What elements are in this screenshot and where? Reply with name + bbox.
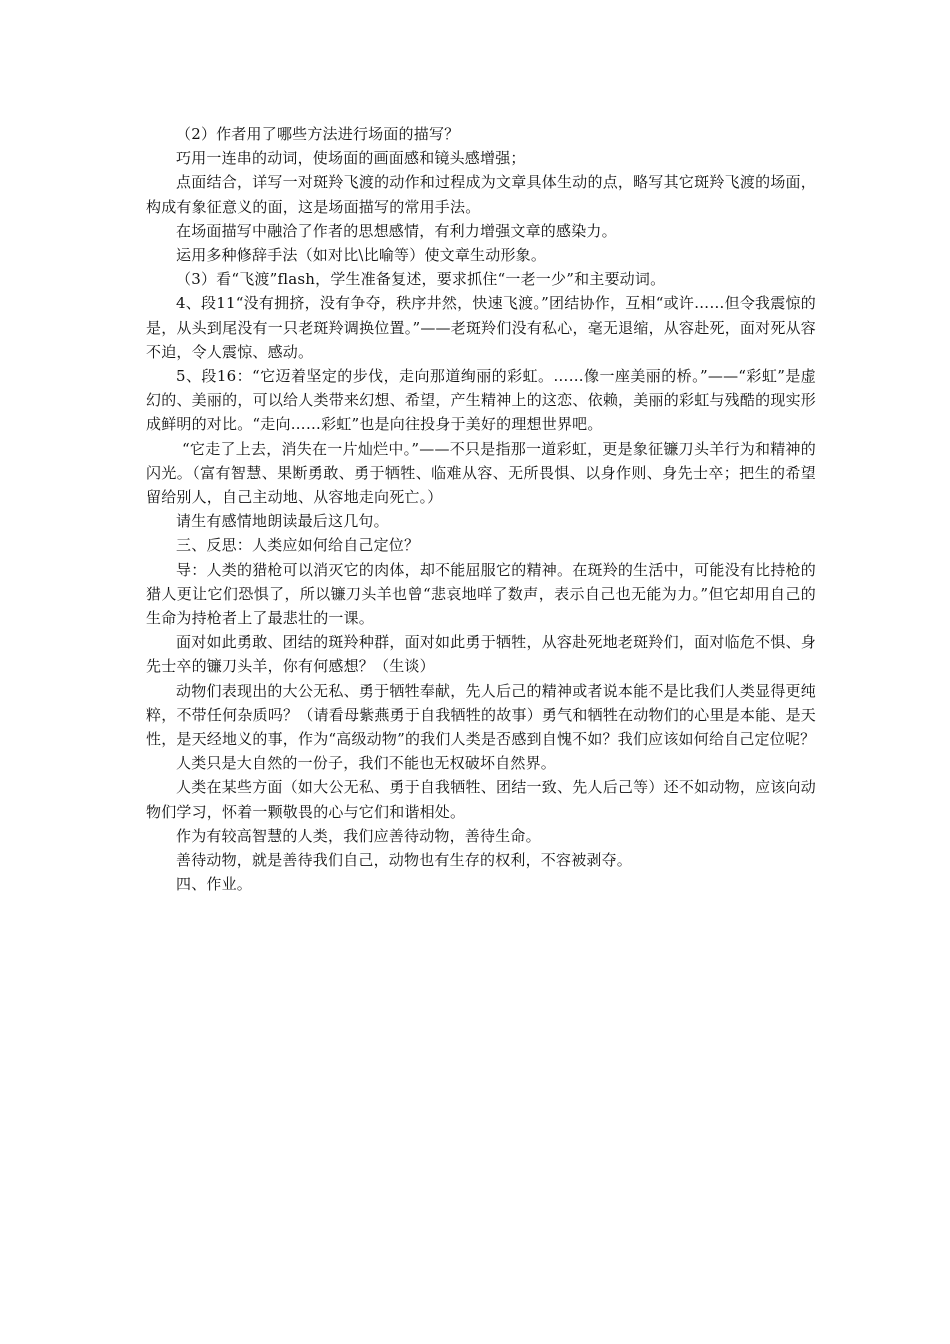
paragraph: 巧用一连串的动词，使场面的画面感和镜头感增强； <box>176 149 526 168</box>
paragraph: 面对如此勇敢、团结的斑羚种群，面对如此勇于牺牲，从容赴死地老斑羚们，面对临危不惧、身先士卒的镰刀头羊，你有何感想？（生谈） <box>146 633 816 676</box>
paragraph: 4、段11“没有拥挤，没有争夺，秩序井然，快速飞渡。”团结协作，互相“或许……但令我震惊的是，从头到尾没有一只老斑羚调换位置。”——老斑羚们没有私心，毫无退缩，从容赴死，面对死从容不迫，令人震惊、感动。 <box>146 294 816 361</box>
paragraph: 5、段16：“它迈着坚定的步伐，走向那道绚丽的彩虹。……像一座美丽的桥。”——“彩虹”是虚幻的、美丽的，可以给人类带来幻想、希望，产生精神上的这恋、依赖，美丽的彩虹与残酷的现实形成鲜明的对比。“走向……彩虹”也是向往投身于美好的理想世界吧。 <box>146 367 816 434</box>
paragraph: 动物们表现出的大公无私、勇于牺牲奉献，先人后己的精神或者说本能不是比我们人类显得更纯粹，不带任何杂质吗？（请看母紫燕勇于自我牺牲的故事）勇气和牺牲在动物们的心里是本能、是天性，是天经地义的事，作为“高级动物”的我们人类是否感到自愧不如？我们应该如何给自己定位呢？ <box>146 681 816 749</box>
paragraph: 人类只是大自然的一份子，我们不能也无权破坏自然界。 <box>176 754 557 773</box>
paragraph: （3）看“飞渡”flash，学生准备复述，要求抓住“一老一少”和主要动词。 <box>176 270 666 289</box>
paragraph: 运用多种修辞手法（如对比\比喻等）使文章生动形象。 <box>176 246 547 265</box>
section-heading: 三、反思：人类应如何给自己定位？ <box>176 536 420 555</box>
paragraph: 善待动物，就是善待我们自己，动物也有生存的权利，不容被剥夺。 <box>176 851 633 870</box>
section-heading: 四、作业。 <box>176 875 253 894</box>
paragraph: 导：人类的猎枪可以消灭它的肉体，却不能屈服它的精神。在斑羚的生活中，可能没有比持枪的猎人更让它们恐惧了，所以镰刀头羊也曾“悲哀地咩了数声，表示自己也无能为力。”但它却用自己的生命为持枪者上了最悲壮的一课。 <box>146 560 816 628</box>
paragraph: 作为有较高智慧的人类，我们应善待动物，善待生命。 <box>176 826 541 845</box>
paragraph: 点面结合，详写一对斑羚飞渡的动作和过程成为文章具体生动的点，略写其它斑羚飞渡的场面，构成有象征意义的面，这是场面描写的常用手法。 <box>146 173 816 216</box>
paragraph: 在场面描写中融洽了作者的思想感情，有利力增强文章的感染力。 <box>176 221 617 240</box>
paragraph: “它走了上去，消失在一片灿烂中。”——不只是指那一道彩虹，更是象征镰刀头羊行为和精神的闪光。（富有智慧、果断勇敢、勇于牺牲、临难从容、无所畏惧、以身作则、身先士卒；把生的希望留给别人，自己主动地、从容地走向死亡。） <box>146 439 816 507</box>
paragraph: （2）作者用了哪些方法进行场面的描写？ <box>176 125 460 143</box>
paragraph: 请生有感情地朗读最后这几句。 <box>176 512 389 531</box>
paragraph: 人类在某些方面（如大公无私、勇于自我牺牲、团结一致、先人后己等）还不如动物，应该向动物们学习，怀着一颗敬畏的心与它们和谐相处。 <box>146 778 816 821</box>
document-body <box>146 122 816 897</box>
